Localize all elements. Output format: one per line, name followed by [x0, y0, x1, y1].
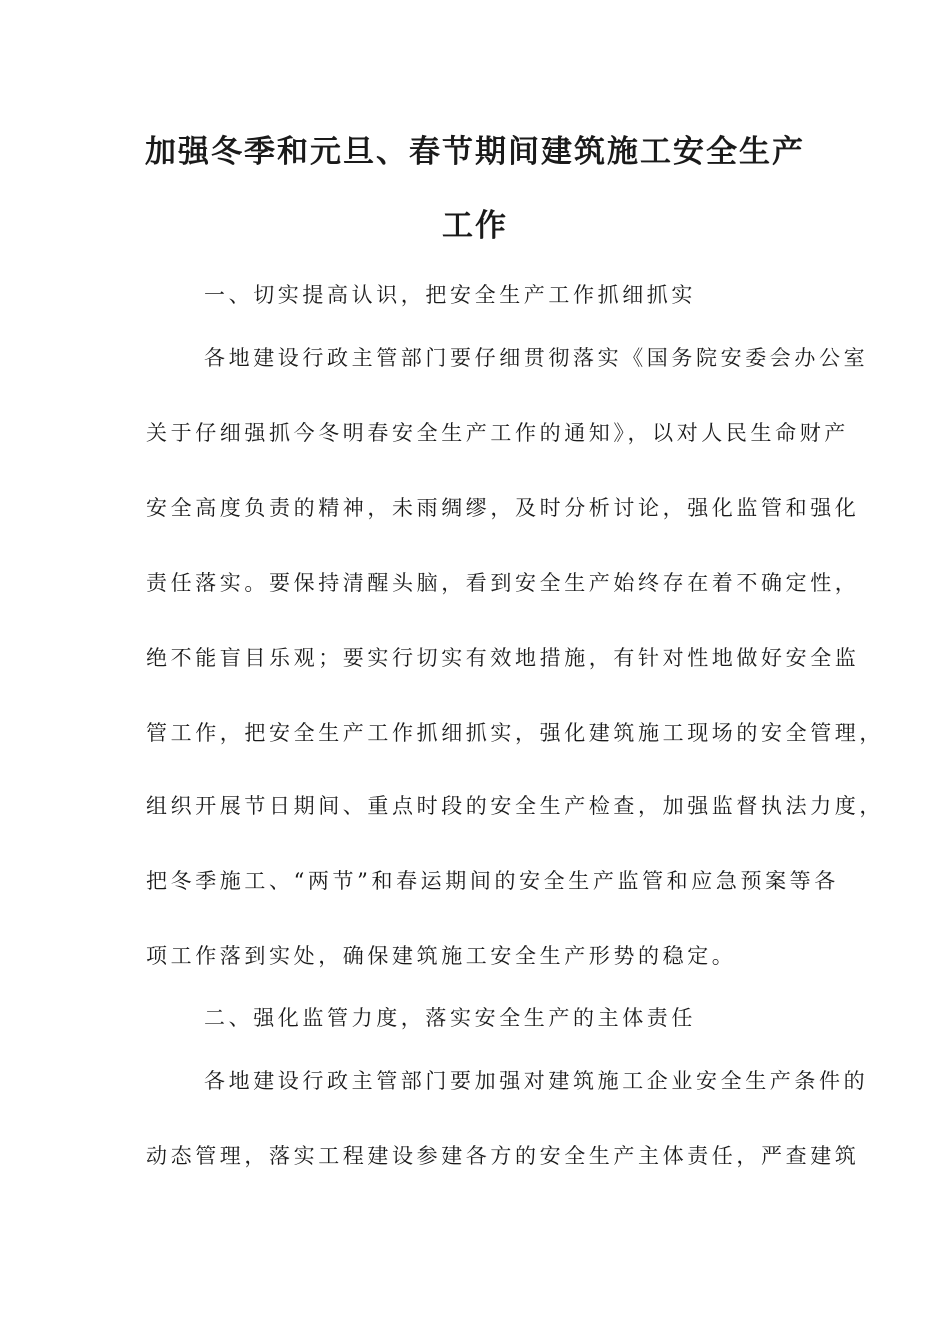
- document-title-line-1: 加强冬季和元旦、春节期间建筑施工安全生产: [145, 134, 805, 170]
- section-1-heading: 一、切实提高认识，把安全生产工作抓细抓实: [204, 283, 696, 307]
- section-1-paragraph-line: 项工作落到实处，确保建筑施工安全生产形势的稳定。: [146, 944, 737, 968]
- section-2-paragraph-line: 各地建设行政主管部门要加强对建筑施工企业安全生产条件的: [204, 1069, 869, 1093]
- section-1-paragraph-line: 绝不能盲目乐观；要实行切实有效地措施，有针对性地做好安全监: [146, 646, 860, 670]
- section-1-paragraph-line: 把冬季施工、“两节”和春运期间的安全生产监管和应急预案等各: [146, 869, 839, 893]
- section-2-heading: 二、强化监管力度，落实安全生产的主体责任: [204, 1006, 696, 1030]
- section-2-paragraph-line: 动态管理，落实工程建设参建各方的安全生产主体责任，严查建筑: [146, 1144, 860, 1168]
- section-1-paragraph-line: 组织开展节日期间、重点时段的安全生产检查，加强监督执法力度，: [146, 794, 884, 818]
- section-1-paragraph-line: 关于仔细强抓今冬明春安全生产工作的通知》，以对人民生命财产: [146, 421, 849, 445]
- section-1-paragraph-line: 管工作，把安全生产工作抓细抓实，强化建筑施工现场的安全管理，: [146, 721, 884, 745]
- document-title-line-2: 工作: [442, 208, 508, 244]
- section-1-paragraph-line: 责任落实。要保持清醒头脑，看到安全生产始终存在着不确定性，: [146, 571, 860, 595]
- section-1-paragraph-line: 安全高度负责的精神，未雨绸缪，及时分析讨论，强化监管和强化: [146, 496, 860, 520]
- section-1-paragraph-line: 各地建设行政主管部门要仔细贯彻落实《国务院安委会办公室: [204, 346, 869, 370]
